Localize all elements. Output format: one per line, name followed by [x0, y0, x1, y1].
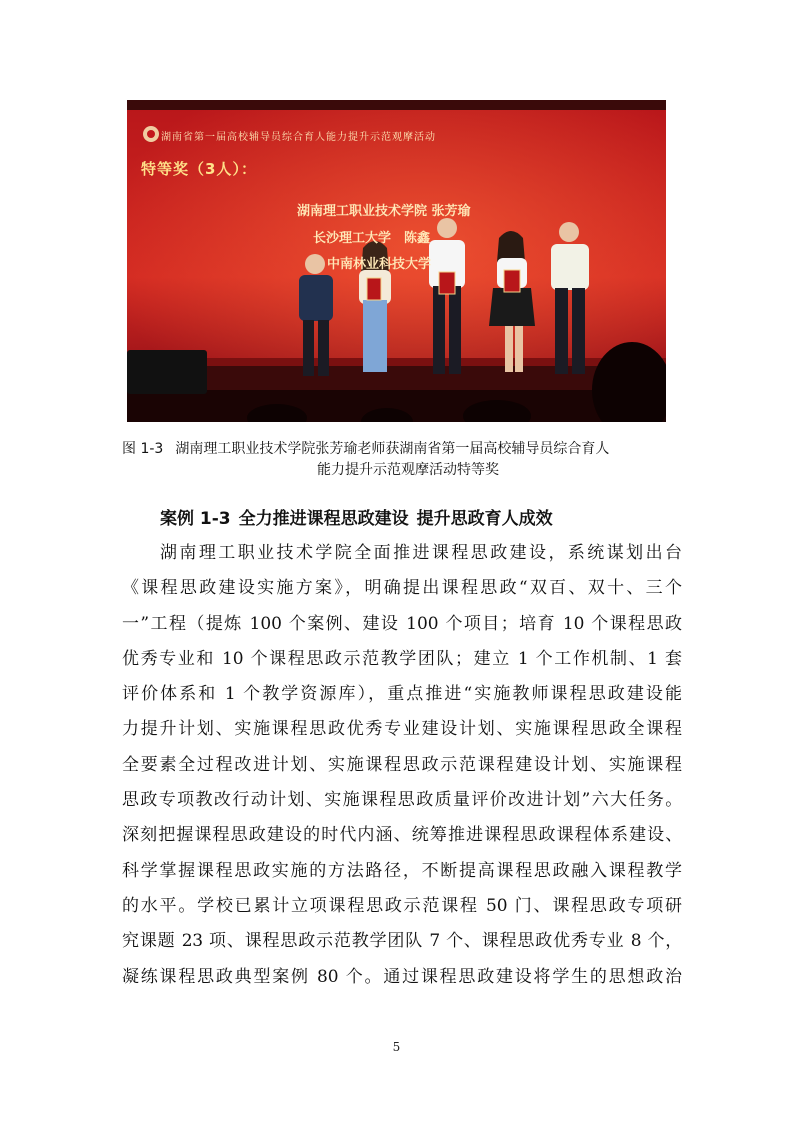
case-title-part-1: 全力推进课程思政建设: [238, 509, 409, 529]
figure-number: 图 1-3: [122, 441, 164, 457]
body-line: 全要素全过程改进计划、实施课程思政示范课程建设计划、实施课程: [122, 754, 682, 775]
case-number: 案例 1-3: [160, 509, 231, 529]
caption-line-1: 湖南理工职业技术学院张芳瑜老师获湖南省第一届高校辅导员综合育人: [175, 441, 610, 457]
case-heading: [160, 504, 553, 529]
body-line: 凝练课程思政典型案例 80 个。通过课程思政建设将学生的思想政治: [122, 966, 682, 987]
body-line: 力提升计划、实施课程思政优秀专业建设计划、实施课程思政全课程: [122, 719, 682, 740]
stage-award-label: 特等奖（3人）：: [141, 160, 257, 178]
figure-caption: [122, 439, 682, 481]
body-line: 究课题 23 项、课程思政示范教学团队 7 个、课程思政优秀专业 8 个，: [122, 931, 682, 952]
page-number: 5: [392, 1040, 401, 1054]
body-line: 科学掌握课程思政实施的方法路径，不断提高课程思政融入课程教学: [122, 860, 682, 881]
stage-winner-line: 长沙理工大学 陈鑫: [313, 231, 431, 246]
body-paragraph: [122, 536, 682, 995]
body-line: 《课程思政建设实施方案》，明确提出课程思政“双百、双十、三个: [122, 578, 682, 599]
body-line: 湖南理工职业技术学院全面推进课程思政建设，系统谋划出台: [160, 543, 682, 563]
stage-winner-line: 湖南理工职业技术学院 张芳瑜: [297, 204, 471, 219]
case-title-part-2: 提升思政育人成效: [416, 509, 553, 529]
body-line: 深刻把握课程思政建设的时代内涵、统筹推进课程思政课程体系建设、: [122, 825, 682, 846]
body-line: 的水平。学校已累计立项课程思政示范课程 50 门、课程思政专项研: [122, 895, 682, 916]
stage-banner-heading: 湖南省第一届高校辅导员综合育人能力提升示范观摩活动: [161, 132, 436, 143]
stage-winner-line: 中南林业科技大学: [327, 257, 432, 272]
body-line: 思政专项教改行动计划、实施课程思政质量评价改进计划”六大任务。: [122, 790, 682, 811]
body-line: 评价体系和 1 个教学资源库），重点推进“实施教师课程思政建设能: [122, 684, 682, 705]
body-line: 一”工程（提炼 100 个案例、建设 100 个项目；培育 10 个课程思政: [122, 613, 682, 634]
award-ceremony-photo: [127, 100, 666, 422]
caption-line-2: 能力提升示范观摩活动特等奖: [317, 462, 499, 478]
body-line: 优秀专业和 10 个课程思政示范教学团队；建立 1 个工作机制、1 套: [122, 648, 682, 669]
